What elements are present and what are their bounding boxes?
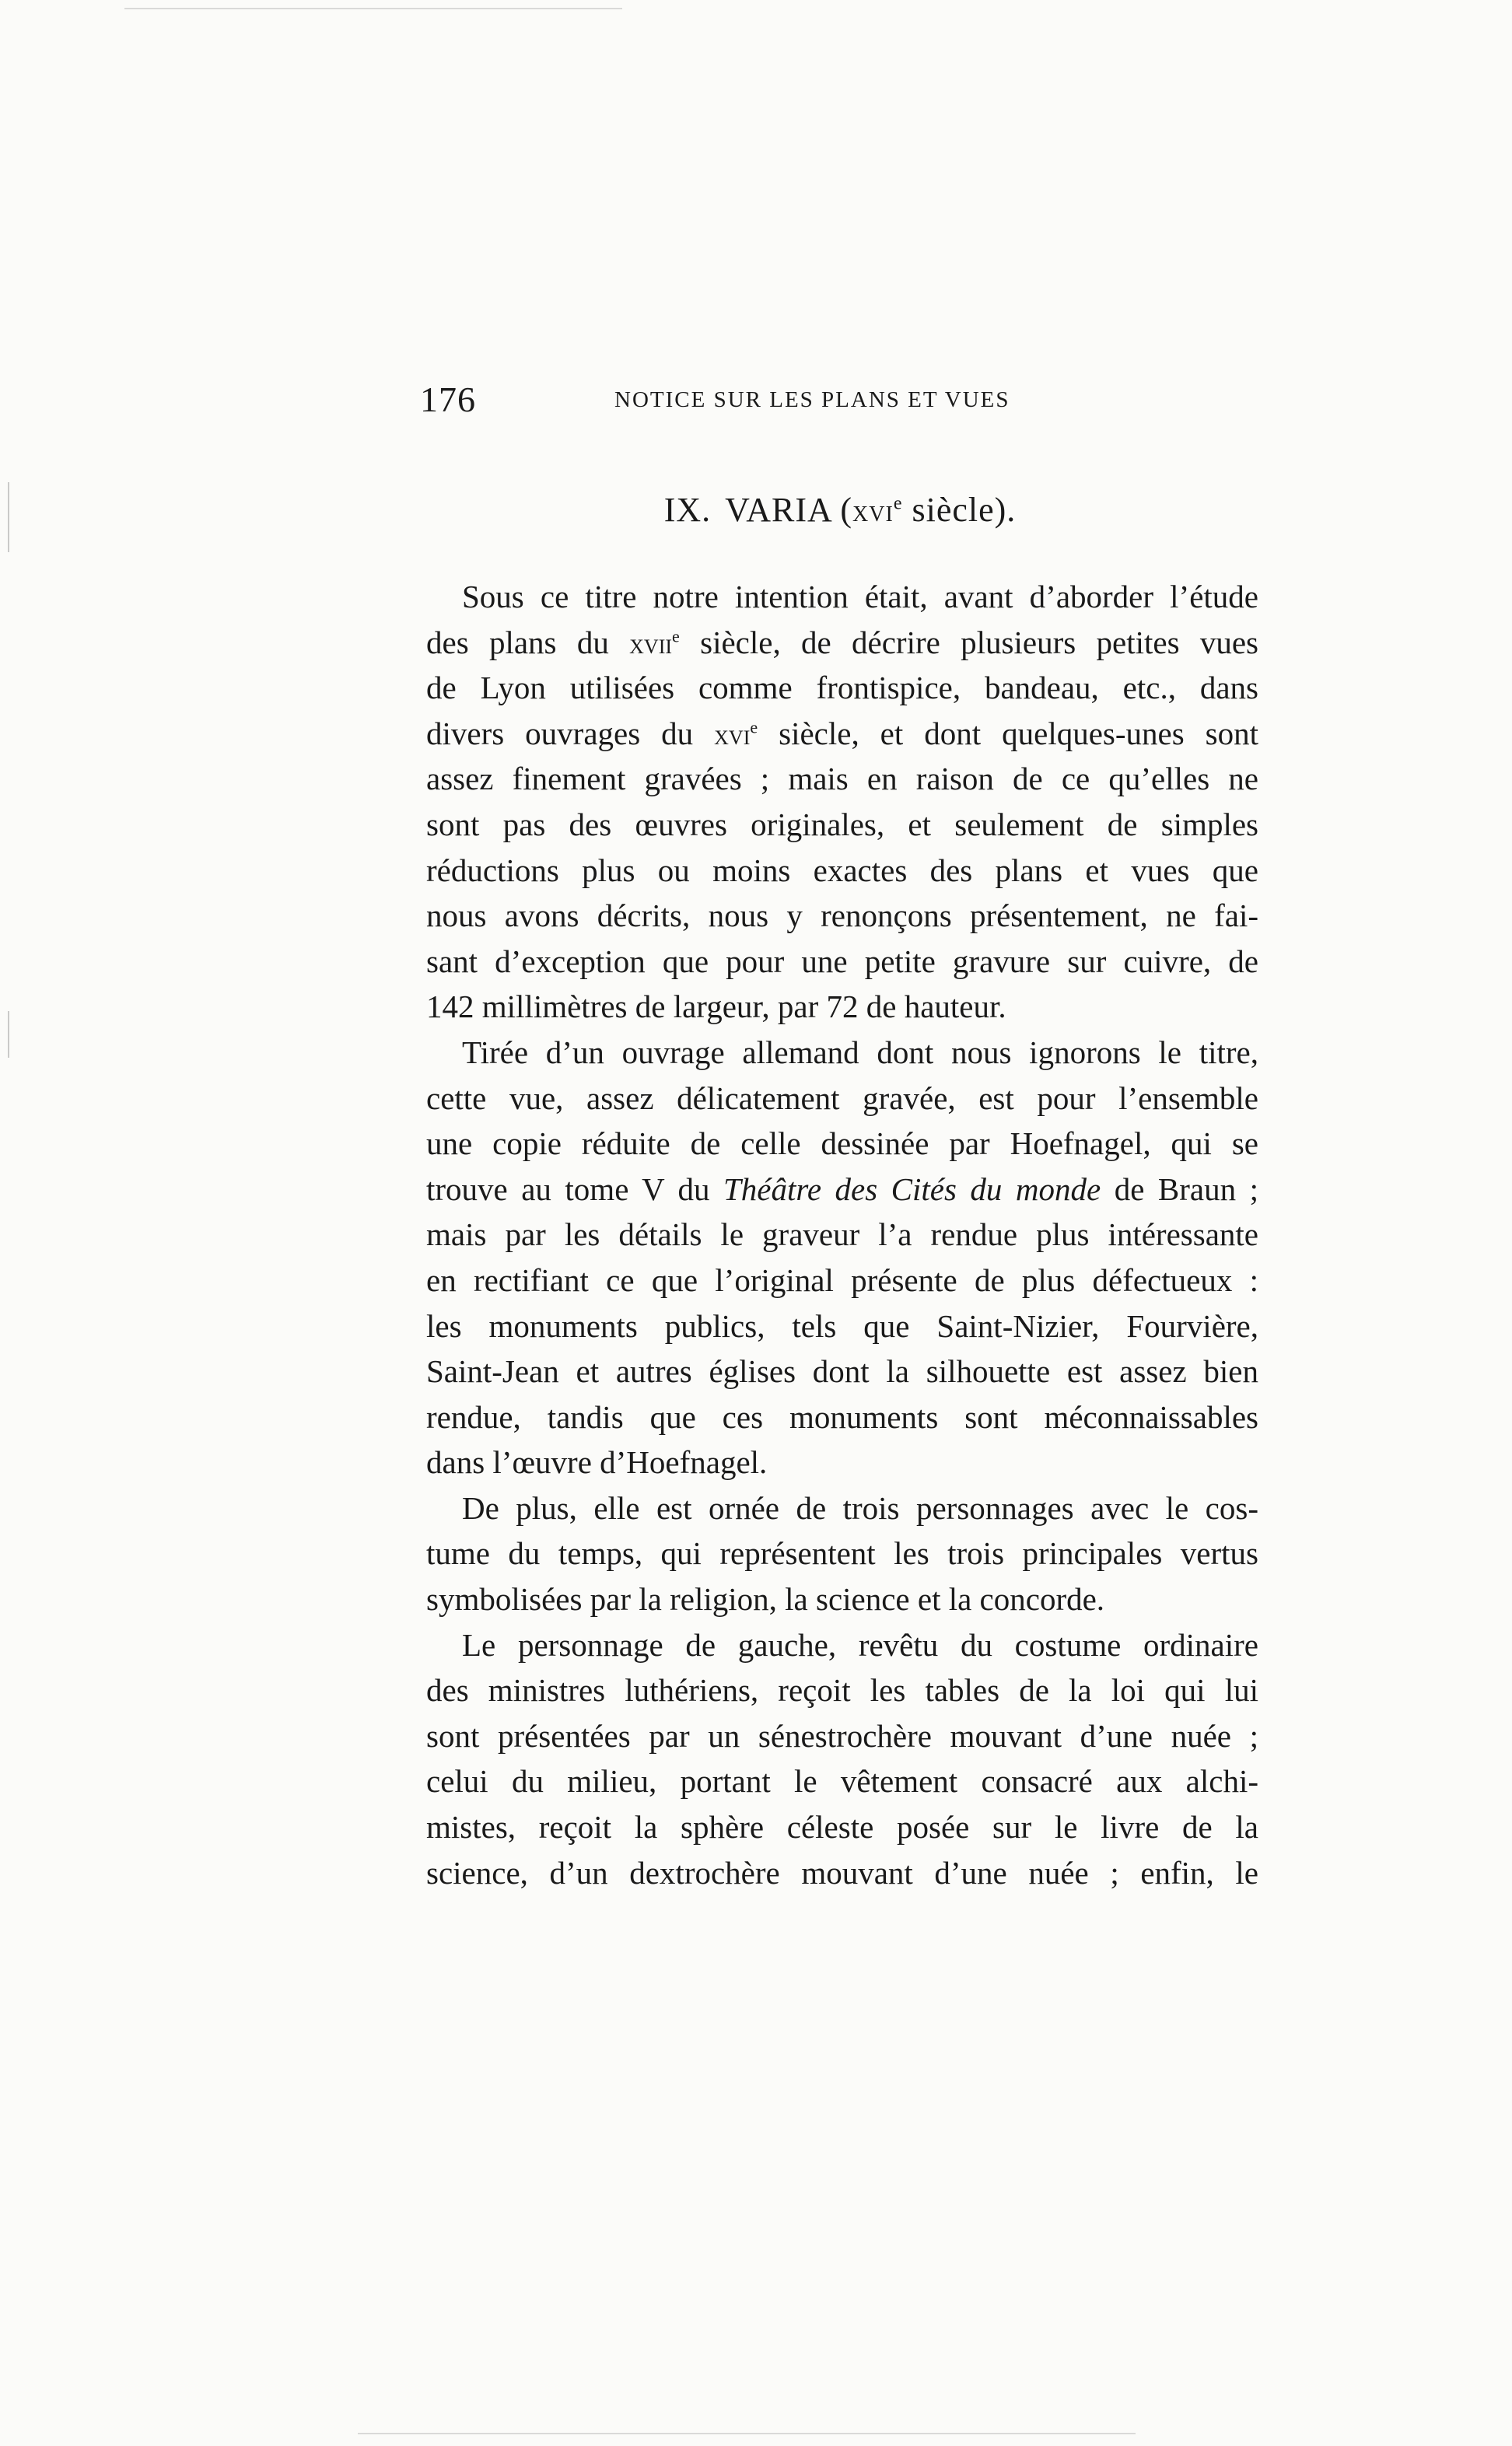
text-line: nous avons décrits, nous y renonçons présentement, ne fai- xyxy=(426,898,1258,934)
text-line: cette vue, assez délicatement gravée, est pour l’ensemble xyxy=(426,1080,1258,1116)
section-heading: IX. VARIA (xvi$^e$ siècle). xyxy=(663,491,1017,529)
scan-artifact-bottom xyxy=(358,2433,1136,2434)
text-run: siècle, de décrire plusieurs petites vues xyxy=(679,624,1258,660)
text-run: trouve au tome V du xyxy=(426,1171,723,1207)
book-title-italic: Théâtre des Cités du monde xyxy=(723,1171,1101,1207)
text-run: des plans du xyxy=(426,624,630,660)
text-line: Sous ce titre notre intention était, avant d’aborder l’étude xyxy=(462,579,1258,614)
text-line: celui du milieu, portant le vêtement consacré aux alchi- xyxy=(426,1763,1258,1800)
text-line: en rectifiant ce que l’original présente de plus défectueux : xyxy=(426,1261,1258,1298)
running-header xyxy=(420,376,1276,423)
text-line: de Lyon utilisées comme frontispice, bandeau, etc., dans xyxy=(426,670,1258,706)
paragraph-2 xyxy=(426,1030,1258,1485)
text-line: tume du temps, qui représentent les trois principales vertus xyxy=(426,1535,1258,1572)
text-line: mais par les détails le graveur l’a rendue plus intéressante xyxy=(426,1216,1258,1253)
text-line: 142 millimètres de largeur, par 72 de hauteur. xyxy=(426,989,1006,1025)
text-line: dans l’œuvre d’Hoefnagel. xyxy=(426,1444,768,1481)
text-line: assez finement gravées ; mais en raison de ce qu’elles ne xyxy=(426,761,1258,797)
page-number: 176 xyxy=(420,380,476,419)
text-run: de Braun ; xyxy=(1101,1171,1258,1207)
paragraph-1 xyxy=(426,574,1258,1030)
text-line: symbolisées par la religion, la science et la concorde. xyxy=(426,1581,1105,1618)
century-numeral: xvi xyxy=(714,718,751,751)
text-line: les monuments publics, tels que Saint-Nizier, Fourvière, xyxy=(426,1307,1258,1344)
body-text xyxy=(426,574,1258,1895)
section-century-numeral: xvi xyxy=(852,493,894,528)
century-numeral: xvii xyxy=(629,627,673,660)
text-line: une copie réduite de celle dessinée par Hoefnagel, qui se xyxy=(426,1125,1258,1162)
text-line: des ministres luthériens, reçoit les tables de la loi qui lui xyxy=(426,1672,1258,1709)
scan-artifact-top xyxy=(124,8,622,9)
century-suffix: e xyxy=(750,717,758,737)
paragraph-3 xyxy=(426,1485,1258,1622)
text-line: rendue, tandis que ces monuments sont méconnaissables xyxy=(426,1398,1258,1435)
text-line: mistes, reçoit la sphère céleste posée sur le livre de la xyxy=(426,1809,1258,1846)
text-line xyxy=(426,620,1258,666)
text-line: sont présentées par un sénestrochère mouvant d’une nuée ; xyxy=(426,1717,1258,1754)
running-title: NOTICE SUR LES PLANS ET VUES xyxy=(614,387,1010,412)
text-line: Saint-Jean et autres églises dont la silhouette est assez bien xyxy=(426,1353,1258,1390)
scan-artifact-left xyxy=(8,482,9,552)
text-line: Le personnage de gauche, revêtu du costume ordinaire xyxy=(462,1626,1258,1663)
text-run: divers ouvrages du xyxy=(426,715,715,751)
paragraph-4 xyxy=(426,1622,1258,1896)
text-line xyxy=(426,1167,1258,1213)
text-line: De plus, elle est ornée de trois personnages avec le cos- xyxy=(462,1489,1258,1526)
text-line: sant d’exception que pour une petite gravure sur cuivre, de xyxy=(426,943,1258,979)
section-title: VARIA xyxy=(725,491,831,529)
scan-artifact-left xyxy=(8,1011,9,1058)
section-century-suffix: e xyxy=(893,493,903,514)
century-suffix: e xyxy=(672,625,680,646)
text-run: siècle, et dont quelques-unes sont xyxy=(758,715,1258,751)
text-line xyxy=(426,711,1258,757)
section-century-word: siècle). xyxy=(912,491,1017,529)
text-line: sont pas des œuvres originales, et seulement de simples xyxy=(426,806,1258,842)
text-line: science, d’un dextrochère mouvant d’une nuée ; enfin, le xyxy=(426,1854,1258,1891)
section-number: IX. xyxy=(663,491,712,529)
text-line: réductions plus ou moins exactes des plans et vues que xyxy=(426,852,1258,888)
text-line: Tirée d’un ouvrage allemand dont nous ignorons le titre, xyxy=(462,1034,1258,1070)
